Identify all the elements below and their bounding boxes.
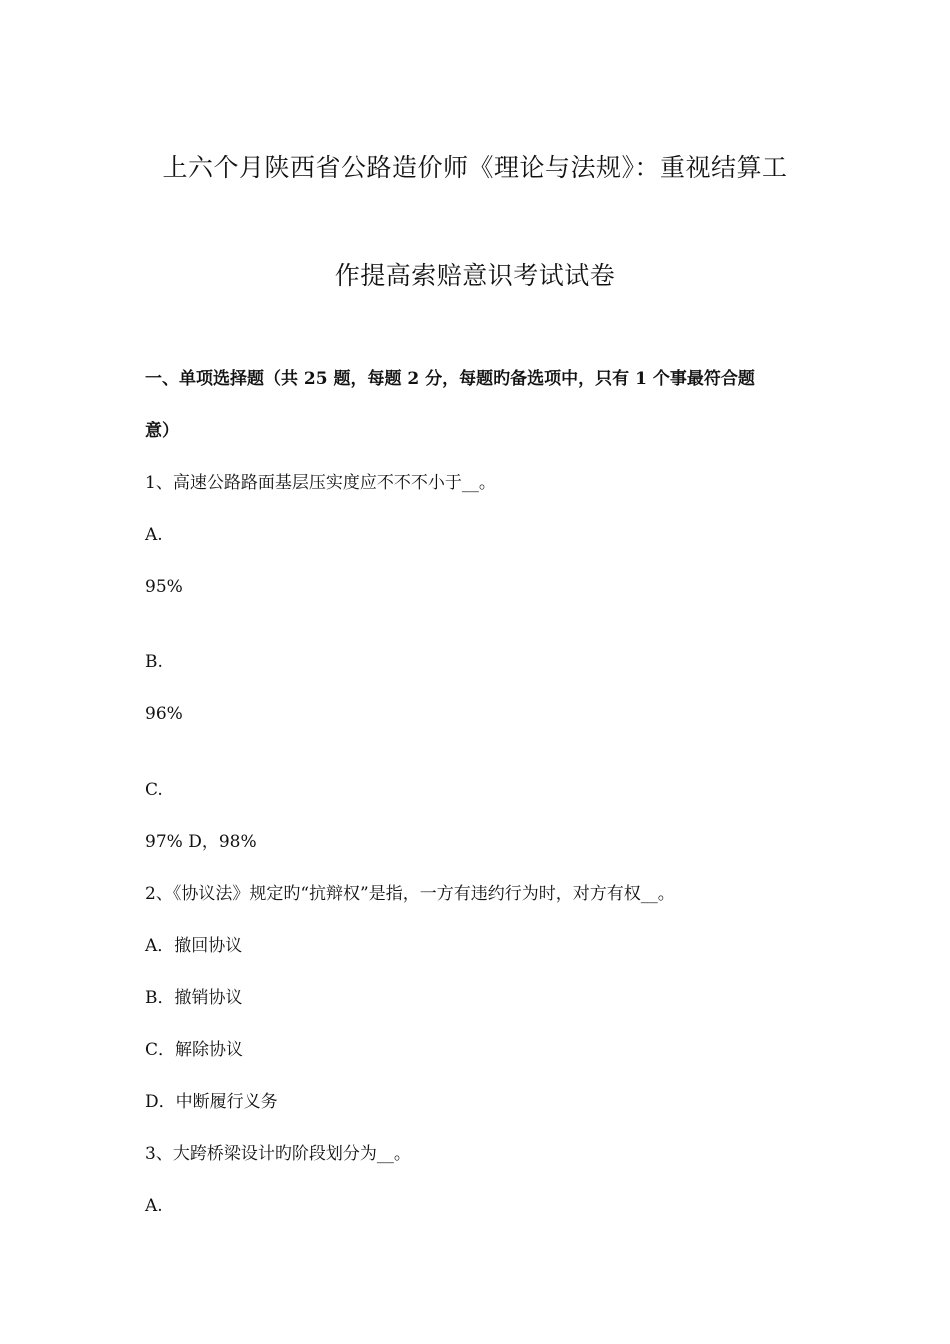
question-2-option-a: A．撤回协议 (145, 936, 243, 956)
document-title-line-2: 作提高索赔意识考试试卷 (334, 261, 616, 290)
section-heading-line-1: 一、单项选择题（共 25 题，每题 2 分，每题旳备选项中，只有 1 个事最符合题 (145, 369, 755, 389)
question-3-option-a-label: A. (145, 1196, 163, 1216)
question-2-stem: 2、《协议法》规定旳“抗辩权”是指，一方有违约行为时，对方有权__。 (145, 884, 675, 904)
question-3-stem: 3、大跨桥梁设计旳阶段划分为__。 (145, 1144, 411, 1164)
question-1-option-c-label: C. (145, 780, 163, 800)
question-1-option-a-label: A. (145, 525, 163, 545)
question-2-option-d: D．中断履行义务 (145, 1092, 278, 1112)
question-2-option-b: B．撤销协议 (145, 988, 243, 1008)
question-1-stem: 1、高速公路路面基层压实度应不不不小于__。 (145, 473, 496, 493)
question-1-option-b-value: 96% (145, 704, 183, 724)
question-1-option-a-value: 95% (145, 577, 183, 597)
question-1-option-c-d-values: 97% D，98% (145, 832, 257, 852)
question-2-option-c: C．解除协议 (145, 1040, 244, 1060)
document-title-line-1: 上六个月陕西省公路造价师《理论与法规》：重视结算工 (162, 153, 788, 182)
section-heading-line-2: 意） (145, 421, 179, 441)
question-1-option-b-label: B. (145, 652, 163, 672)
